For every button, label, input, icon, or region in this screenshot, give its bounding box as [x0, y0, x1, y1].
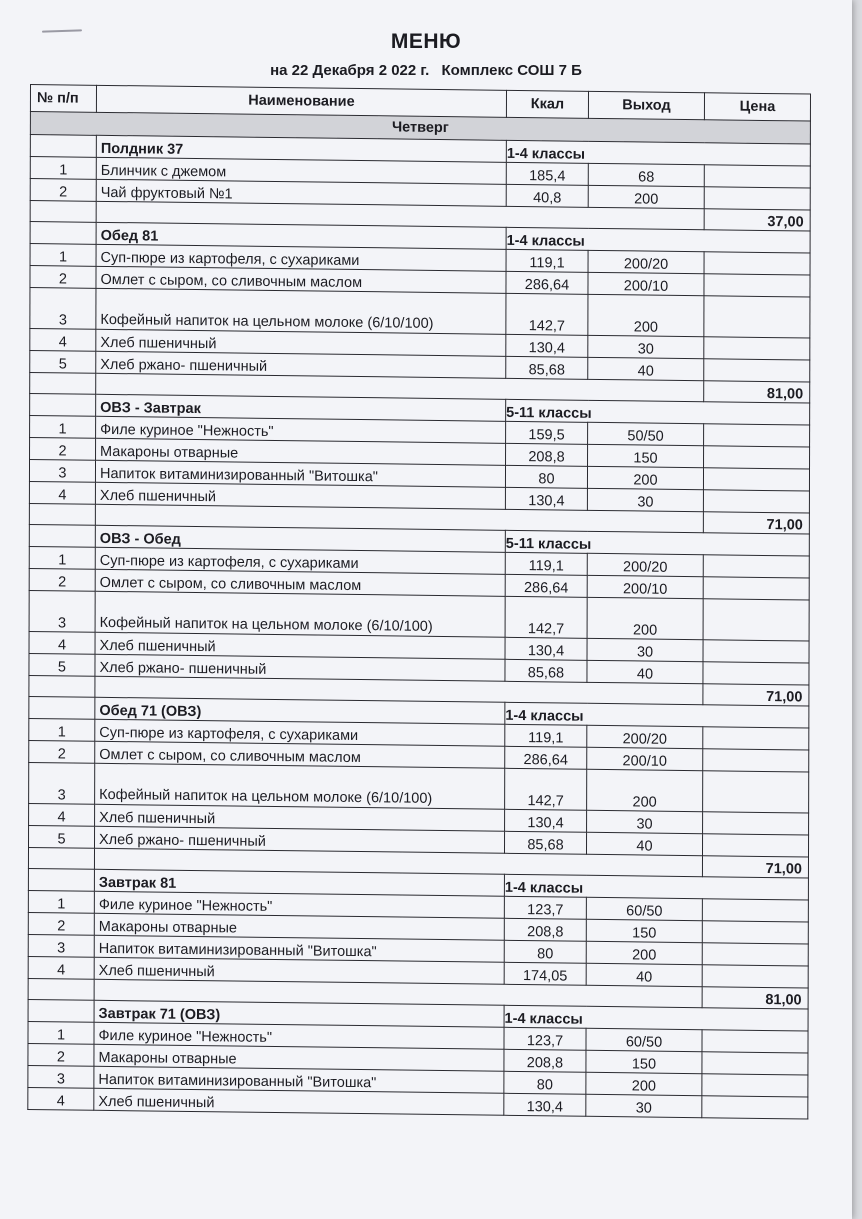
section-classes: 1-4 классы [506, 140, 810, 166]
item-price [703, 771, 809, 813]
item-name: Хлеб пшеничный [95, 632, 505, 659]
page-subtitle [0, 62, 852, 79]
item-name: Суп-пюре из картофеля, с сухариками [95, 547, 505, 574]
item-price [702, 1096, 808, 1119]
item-output: 200/10 [587, 747, 703, 770]
school-complex: Комплекс СОШ 7 Б [441, 62, 582, 79]
item-price [702, 1074, 808, 1097]
item-number: 3 [29, 762, 95, 804]
item-kcal: 174,05 [504, 962, 586, 985]
item-output: 30 [587, 488, 703, 511]
item-output: 60/50 [586, 897, 702, 920]
item-price [704, 296, 810, 338]
section-number-cell [28, 999, 94, 1022]
total-blank-cell [29, 675, 95, 697]
item-kcal: 208,8 [504, 918, 586, 941]
item-price [703, 555, 809, 578]
item-number: 4 [29, 481, 95, 504]
item-price [702, 1052, 808, 1075]
item-number: 3 [30, 288, 96, 330]
item-price [704, 446, 810, 469]
section-number-cell [29, 696, 95, 719]
item-kcal: 80 [504, 940, 586, 963]
item-name: Филе куриное "Нежность" [96, 416, 506, 443]
section-title: Обед 81 [96, 222, 506, 249]
item-name: Кофейный напиток на цельном молоке (6/10/100) [95, 591, 505, 637]
section-number-cell [30, 393, 96, 416]
item-output: 200 [587, 769, 703, 811]
item-price [702, 1030, 808, 1053]
item-name: Хлеб пшеничный [95, 482, 505, 509]
item-name: Хлеб пшеничный [94, 957, 504, 984]
item-price [704, 274, 810, 297]
item-number: 2 [30, 179, 96, 202]
item-number: 1 [28, 1021, 94, 1044]
item-kcal: 159,5 [506, 421, 588, 444]
col-header-kcal: Ккал [506, 90, 588, 118]
item-name: Омлет с сыром, со сливочным маслом [95, 741, 505, 768]
item-price [702, 921, 808, 944]
item-output: 200/10 [588, 272, 704, 295]
item-kcal: 85,68 [506, 356, 588, 379]
item-name: Чай фруктовый №1 [96, 179, 506, 206]
item-output: 150 [586, 919, 702, 942]
item-name: Хлеб пшеничный [96, 329, 506, 356]
item-output: 200 [588, 294, 704, 336]
item-output: 30 [586, 1094, 702, 1117]
item-kcal: 119,1 [505, 552, 587, 575]
item-output: 150 [586, 1050, 702, 1073]
item-output: 40 [586, 832, 702, 855]
day-label: Четверг [30, 112, 810, 145]
item-output: 30 [588, 335, 704, 358]
item-name: Хлеб ржано- пшеничный [95, 654, 505, 681]
item-number: 1 [30, 415, 96, 438]
item-number: 1 [28, 890, 94, 913]
item-kcal: 286,64 [505, 746, 587, 769]
item-output: 40 [587, 660, 703, 683]
item-name: Хлеб ржано- пшеничный [96, 351, 506, 378]
item-name: Кофейный напиток на цельном молоке (6/10/100) [95, 763, 505, 809]
section-title: Полдник 37 [96, 135, 506, 162]
item-number: 5 [30, 350, 96, 373]
item-price [704, 187, 810, 210]
item-kcal: 85,68 [505, 659, 587, 682]
item-kcal: 142,7 [505, 768, 587, 810]
item-name: Хлеб ржано- пшеничный [95, 826, 505, 853]
section-title: Обед 71 (ОВЗ) [95, 697, 505, 724]
col-header-output: Выход [588, 91, 704, 119]
item-output: 60/50 [586, 1028, 702, 1051]
item-name: Макароны отварные [94, 1044, 504, 1071]
item-number: 4 [30, 328, 96, 351]
item-kcal: 119,1 [505, 724, 587, 747]
menu-table-body [28, 112, 811, 1120]
item-price [703, 749, 809, 772]
item-price [704, 359, 810, 382]
item-kcal: 286,64 [506, 271, 588, 294]
item-output: 68 [588, 163, 704, 186]
section-classes: 5-11 классы [506, 399, 810, 425]
item-price [704, 424, 810, 447]
section-total-price: 81,00 [702, 987, 808, 1009]
item-name: Кофейный напиток на цельном молоке (6/10/100) [96, 288, 506, 334]
item-name: Хлеб пшеничный [95, 804, 505, 831]
item-kcal: 130,4 [505, 487, 587, 510]
section-title: Завтрак 81 [94, 869, 504, 896]
item-number: 1 [30, 244, 96, 267]
item-name: Филе куриное "Нежность" [94, 891, 504, 918]
section-classes: 5-11 классы [505, 530, 809, 556]
item-number: 4 [29, 631, 95, 654]
total-blank-cell [28, 978, 94, 1000]
item-kcal: 130,4 [504, 1093, 586, 1116]
item-number: 5 [29, 653, 95, 676]
total-blank-cell [28, 847, 94, 869]
section-number-cell [29, 524, 95, 547]
item-output: 150 [588, 444, 704, 467]
section-number-cell [28, 868, 94, 891]
item-output: 200/20 [587, 553, 703, 576]
item-output: 30 [587, 638, 703, 661]
item-kcal: 142,7 [506, 293, 588, 335]
item-name: Макароны отварные [96, 438, 506, 465]
item-number: 4 [28, 956, 94, 979]
item-number: 1 [29, 718, 95, 741]
item-output: 40 [586, 963, 702, 986]
item-number: 4 [28, 1087, 94, 1110]
col-header-name: Наименование [96, 85, 506, 117]
menu-date: на 22 Декабря 2 022 г. [270, 62, 430, 79]
item-number: 5 [29, 825, 95, 848]
item-kcal: 119,1 [506, 249, 588, 272]
item-price [702, 965, 808, 988]
section-total-price: 71,00 [703, 512, 809, 534]
item-output: 200 [586, 941, 702, 964]
item-name: Хлеб пшеничный [94, 1088, 504, 1115]
item-price [703, 727, 809, 750]
item-name: Напиток витаминизированный "Витошка" [94, 1066, 504, 1093]
section-classes: 1-4 классы [505, 702, 809, 728]
item-output: 200 [586, 1072, 702, 1095]
menu-table-wrapper [27, 84, 810, 1120]
item-name: Омлет с сыром, со сливочным маслом [96, 266, 506, 293]
item-number: 3 [29, 459, 95, 482]
item-output: 200/20 [587, 725, 703, 748]
item-output: 30 [587, 810, 703, 833]
item-number: 3 [28, 934, 94, 957]
item-output: 200 [588, 185, 704, 208]
item-kcal: 80 [504, 1071, 586, 1094]
item-name: Макароны отварные [94, 913, 504, 940]
section-title: Завтрак 71 (ОВЗ) [94, 1000, 504, 1027]
item-number: 2 [30, 266, 96, 289]
section-total-price: 71,00 [702, 856, 808, 878]
item-kcal: 85,68 [504, 831, 586, 854]
item-name: Блинчик с джемом [96, 157, 506, 184]
item-price [703, 640, 809, 663]
item-price [703, 812, 809, 835]
item-price [702, 943, 808, 966]
item-kcal: 40,8 [506, 184, 588, 207]
menu-table [27, 84, 811, 1120]
item-kcal: 185,4 [506, 162, 588, 185]
section-number-cell [30, 135, 96, 158]
item-number: 1 [29, 546, 95, 569]
item-number: 2 [29, 740, 95, 763]
item-kcal: 130,4 [505, 809, 587, 832]
section-classes: 1-4 классы [504, 874, 808, 900]
item-kcal: 80 [505, 465, 587, 488]
item-name: Напиток витаминизированный "Витошка" [94, 935, 504, 962]
item-price [703, 599, 809, 641]
total-blank-cell [30, 201, 96, 223]
item-output: 200 [587, 466, 703, 489]
section-total-price: 71,00 [703, 684, 809, 706]
section-title: ОВЗ - Завтрак [96, 394, 506, 421]
item-kcal: 130,4 [506, 334, 588, 357]
item-price [703, 490, 809, 513]
item-kcal: 123,7 [504, 896, 586, 919]
total-blank-cell [30, 372, 96, 394]
item-price [703, 468, 809, 491]
item-number: 2 [28, 912, 94, 935]
item-name: Напиток витаминизированный "Витошка" [95, 460, 505, 487]
total-blank-cell [29, 503, 95, 525]
item-number: 3 [29, 590, 95, 632]
item-name: Филе куриное "Нежность" [94, 1022, 504, 1049]
item-name: Суп-пюре из картофеля, с сухариками [95, 719, 505, 746]
item-price [704, 337, 810, 360]
page-title: МЕНЮ [390, 30, 462, 53]
item-number: 3 [28, 1065, 94, 1088]
item-kcal: 123,7 [504, 1027, 586, 1050]
item-number: 2 [28, 1043, 94, 1066]
section-title: ОВЗ - Обед [95, 525, 505, 552]
item-number: 2 [29, 568, 95, 591]
item-number: 4 [29, 803, 95, 826]
item-output: 50/50 [588, 422, 704, 445]
col-header-price: Цена [704, 93, 810, 121]
item-kcal: 208,8 [506, 443, 588, 466]
section-number-cell [30, 222, 96, 245]
section-total-price: 37,00 [704, 209, 810, 231]
item-price [702, 899, 808, 922]
item-output: 200 [587, 597, 703, 639]
item-price [703, 662, 809, 685]
item-name: Суп-пюре из картофеля, с сухариками [96, 244, 506, 271]
item-price [703, 577, 809, 600]
section-classes: 1-4 классы [506, 227, 810, 253]
item-output: 200/10 [587, 575, 703, 598]
item-kcal: 142,7 [505, 596, 587, 638]
item-price [702, 834, 808, 857]
item-price [704, 165, 810, 188]
item-number: 1 [30, 157, 96, 180]
item-price [704, 252, 810, 275]
item-name: Омлет с сыром, со сливочным маслом [95, 569, 505, 596]
col-header-number: № п/п [30, 85, 96, 113]
item-kcal: 130,4 [505, 637, 587, 660]
item-kcal: 286,64 [505, 574, 587, 597]
item-output: 40 [588, 357, 704, 380]
item-output: 200/20 [588, 250, 704, 273]
item-kcal: 208,8 [504, 1049, 586, 1072]
item-number: 2 [30, 437, 96, 460]
section-total-price: 81,00 [704, 381, 810, 403]
section-classes: 1-4 классы [504, 1005, 808, 1031]
